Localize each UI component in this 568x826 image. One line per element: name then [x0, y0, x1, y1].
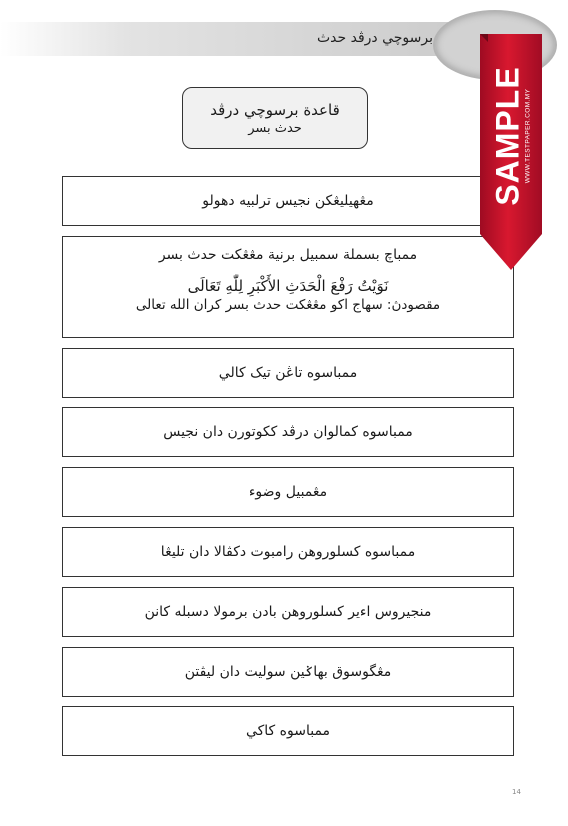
step-text: ممباسوه کمالوان درڤد ککوتورن دان نجيس	[163, 424, 413, 440]
step-box-3	[62, 348, 514, 398]
step-text: مڠمبيل وضوء	[248, 484, 328, 500]
step-box-8	[62, 647, 514, 697]
watermark-text: SAMPLE	[490, 66, 526, 206]
step-text: ممباسوه کسلوروهن رامبوت دکڤالا دان تليڠا	[160, 544, 416, 560]
step-text: ممباسوه تاڠن تيک کالي	[218, 365, 358, 381]
step-box-1	[62, 176, 514, 226]
step-text: ممباسوه کاکي	[245, 723, 331, 739]
title-box	[182, 87, 368, 149]
niat-text: نَوَيْتُ رَفْعَ الْحَدَثِ الأَكْبَرِ لِلّٰهِ تَعَالَى	[187, 277, 389, 295]
watermark-url: WWW.TESTPAPER.COM.MY	[525, 88, 532, 184]
step-text: منجيروس اءير کسلوروهن بادن برمولا دسبله کانن	[144, 604, 432, 620]
page-number: 14	[512, 788, 521, 796]
step-text: ممباچ بسملة سمبيل برنية مڠڠکت حدث بسر	[158, 247, 418, 263]
step-box-5	[62, 467, 514, 517]
step-box-6	[62, 527, 514, 577]
step-box-4	[62, 407, 514, 457]
title-line-2: حدث بسر	[248, 120, 302, 136]
niat-meaning: مقصودڽ: سهاج اکو مڠڠکت حدث بسر کران الله تعالى	[135, 297, 441, 313]
sample-watermark	[482, 46, 540, 226]
page-header-title: برسوچي درڤد حدث	[316, 30, 433, 46]
title-line-1: قاعدة برسوچي درڤد	[210, 100, 340, 119]
step-box-9	[62, 706, 514, 756]
step-box-2	[62, 236, 514, 338]
step-text: مڠهيليڠكن نجيس ترلبيه دهولو	[202, 193, 374, 209]
step-box-7	[62, 587, 514, 637]
step-text: مڠگوسوق بهاݢين سوليت دان ليڤتن	[184, 664, 392, 680]
